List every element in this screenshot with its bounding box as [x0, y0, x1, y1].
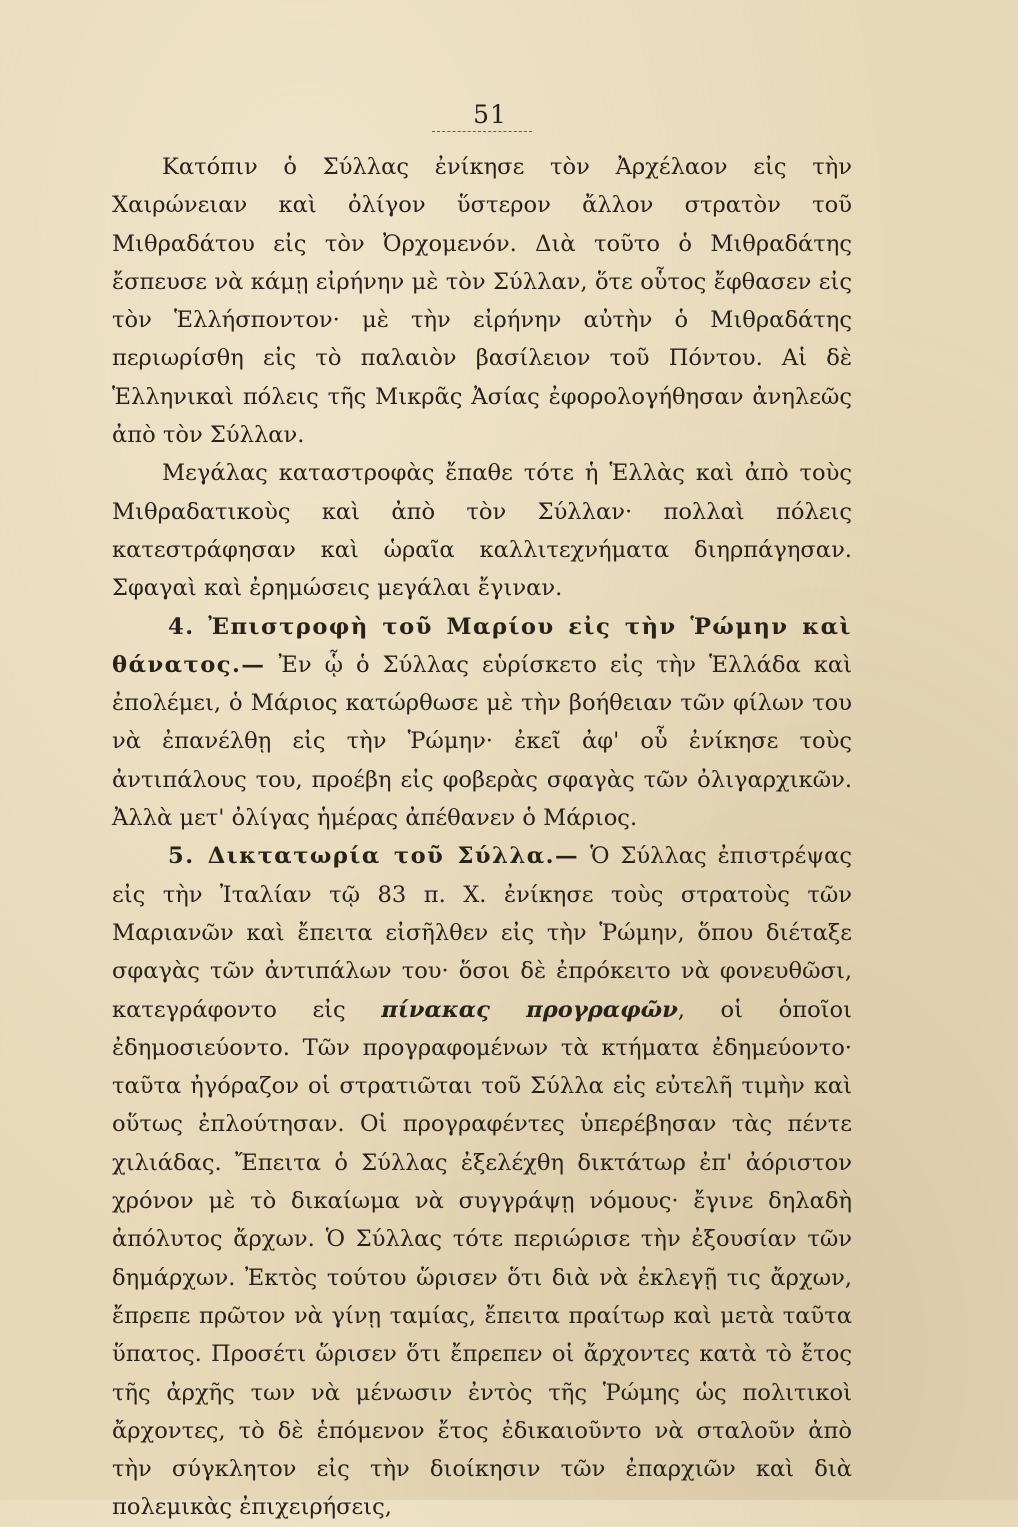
- body-text: [112, 148, 852, 1527]
- page-number: 51: [473, 100, 507, 129]
- proscription-lists-term: πίνακας προγραφῶν: [381, 996, 678, 1023]
- paragraph-2: Μεγάλας καταστροφὰς ἔπαθε τότε ἡ Ἑλλὰς καὶ ἀπὸ τοὺς Μιθραδατικοὺς καὶ ἀπὸ τὸν Σύλλαν· πολλαὶ πόλεις κατεστράφησαν καὶ ὡραῖα καλλιτεχνήματα διηρπάγησαν. Σφαγαὶ καὶ ἐρημώσεις μεγάλαι ἔγιναν.: [112, 460, 852, 602]
- section-5-body-end: , οἱ ὁποῖοι ἐδημοσιεύοντο. Τῶν προγραφομένων τὰ κτήματα ἐδημεύοντο· ταῦτα ἠγόραζον οἱ στρατιῶται τοῦ Σύλλα εἰς εὐτελῆ τιμὴν καὶ οὕτως ἐπλούτησαν. Οἱ προγραφέντες ὑπερέβησαν τὰς πέντε χιλιάδας. Ἔπειτα ὁ Σύλλας ἐξελέχθη δικτάτωρ ἐπ' ἀόριστον χρόνον μὲ τὸ δικαίωμα νὰ συγγράψῃ νόμους· ἔγινε δηλαδὴ ἀπόλυτος ἄρχων. Ὁ Σύλλας τότε περιώρισε τὴν ἐξουσίαν τῶν δημάρχων. Ἐκτὸς τούτου ὥρισεν ὅτι διὰ νὰ ἐκλεγῇ τις ἄρχων, ἔπρεπε πρῶτον νὰ γίνῃ ταμίας, ἔπειτα πραίτωρ καὶ μετὰ ταῦτα ὕπατος. Προσέτι ὥρισεν ὅτι ἔπρεπεν οἱ ἄρχοντες κατὰ τὸ ἔτος τῆς ἀρχῆς των νὰ μένωσιν ἐντὸς τῆς Ῥώμης ὡς πολιτικοὶ ἄρχοντες, τὸ δὲ ἑπόμενον ἔτος ἐδικαιοῦντο νὰ σταλοῦν ἀπὸ τὴν σύγκλητον εἰς τὴν διοίκησιν τῶν ἐπαρχιῶν καὶ διὰ πολεμικὰς ἐπιχειρήσεις,: [112, 996, 852, 1521]
- section-5-body-start: Ὁ Σύλλας ἐπιστρέψας εἰς τὴν Ἰταλίαν τῷ 83 π. Χ. ἐνίκησε τοὺς στρατοὺς τῶν Μαριανῶν καὶ ἔπειτα εἰσῆλθεν εἰς τὴν Ῥώμην, ὅπου διέταξε σφαγὰς τῶν ἀντιπάλων του· ὅσοι δὲ ἐπρόκειτο νὰ φονευθῶσι, κατεγράφοντο εἰς: [112, 843, 852, 1023]
- section-5-heading: 5. Δικτατωρία τοῦ Σύλλα.—: [168, 843, 580, 870]
- section-4-paragraph: [112, 608, 852, 838]
- page-number-rule: [432, 131, 532, 132]
- section-4-body: Ἐν ᾧ ὁ Σύλλας εὑρίσκετο εἰς τὴν Ἑλλάδα καὶ ἐπολέμει, ὁ Μάριος κατώρθωσε μὲ τὴν βοήθειαν τῶν φίλων του νὰ ἐπανέλθῃ εἰς τὴν Ῥώμην· ἐκεῖ ἀφ' οὗ ἐνίκησε τοὺς ἀντιπάλους του, προέβη εἰς φοβερὰς σφαγὰς τῶν ὀλιγαρχικῶν. Ἀλλὰ μετ' ὀλίγας ἡμέρας ἀπέθανεν ὁ Μάριος.: [112, 651, 852, 832]
- section-4-heading: 4. Ἐπιστροφὴ τοῦ Μαρίου εἰς τὴν Ῥώμην καὶ θάνατος.—: [112, 613, 852, 678]
- paragraph-1: Κατόπιν ὁ Σύλλας ἐνίκησε τὸν Ἀρχέλαον εἰς τὴν Χαιρώνειαν καὶ ὀλίγον ὕστερον ἄλλον στρατὸν τοῦ Μιθραδάτου εἰς τὸν Ὀρχομενόν. Διὰ τοῦτο ὁ Μιθραδάτης ἔσπευσε νὰ κάμῃ εἰρήνην μὲ τὸν Σύλλαν, ὅτε οὗτος ἔφθασεν εἰς τὸν Ἑλλήσποντον· μὲ τὴν εἰρήνην αὐτὴν ὁ Μιθραδάτης περιωρίσθη εἰς τὸ παλαιὸν βασίλειον τοῦ Πόντου. Αἱ δὲ Ἑλληνικαὶ πόλεις τῆς Μικρᾶς Ἀσίας ἐφορολογήθησαν ἀνηλεῶς ἀπὸ τὸν Σύλλαν.: [112, 154, 852, 449]
- section-5-paragraph: [112, 837, 852, 1526]
